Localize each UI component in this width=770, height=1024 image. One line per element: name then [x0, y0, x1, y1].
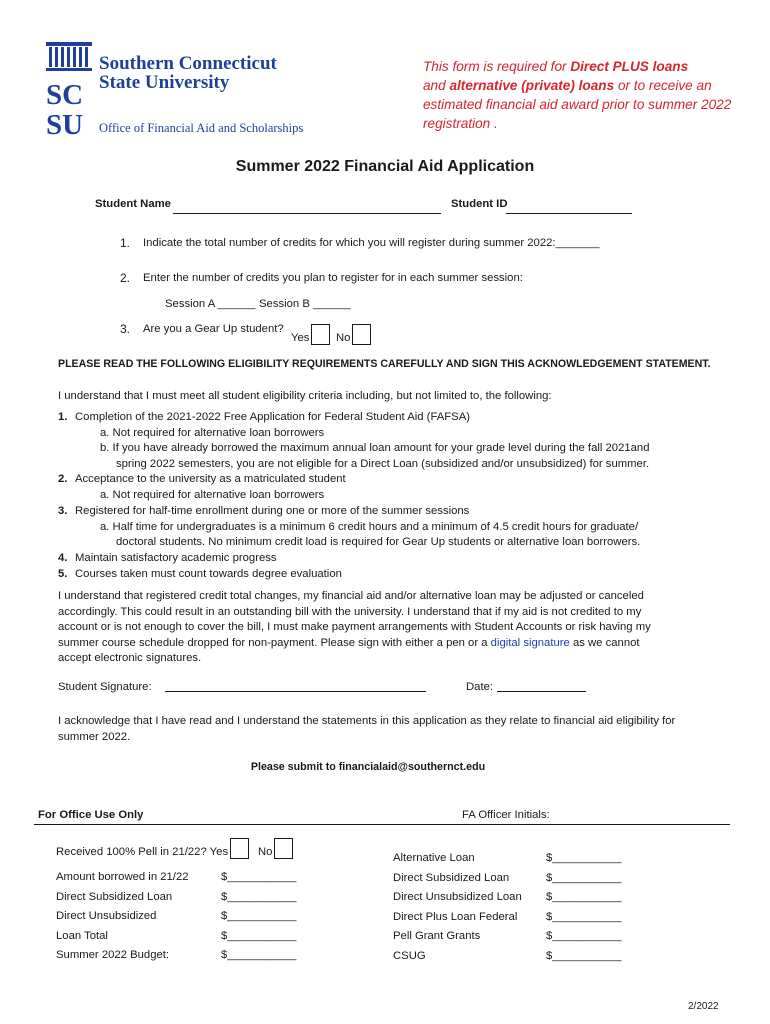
office-row-label: Direct Plus Loan Federal — [393, 910, 518, 923]
pell-no-option[interactable]: No — [258, 838, 295, 859]
amount-field[interactable]: $___________ — [221, 949, 297, 961]
date-field[interactable] — [497, 678, 586, 692]
office-left-amounts — [221, 868, 296, 966]
acknowledgement-paragraph: I understand that registered credit total changes, my financial aid and/or alternative loan may be adjusted or canceled accordingly. This could result in an outstanding bill with the university. I understand that if my aid is not credited to my account or is not enough to cover the bill, I must make payment arrangements with Student Accounts or risk having my summer course schedule dropped for non-payment. Please sign with either a pen or a digital signature as we cannot accept electronic signatures. — [58, 590, 651, 665]
university-logo-icon — [46, 42, 92, 136]
req-4-text: Maintain satisfactory academic progress — [75, 552, 277, 564]
office-use-heading: For Office Use Only — [38, 809, 144, 821]
session-b-field[interactable]: Session B ______ — [259, 298, 351, 310]
office-row-label: Pell Grant Grants — [393, 930, 481, 942]
office-right-amounts — [546, 849, 621, 966]
req-4-number: 4. — [58, 552, 68, 564]
acknowledge-statement: I acknowledge that I have read and I understand the statements in this application as they relate to financial aid eligibility for summer 2022. — [58, 715, 676, 743]
amount-field[interactable]: $___________ — [546, 871, 622, 884]
question-2-number: 2. — [120, 271, 131, 285]
student-name-label: Student Name — [95, 198, 171, 210]
officer-initials-label: FA Officer Initials: — [462, 809, 550, 821]
form-version: 2/2022 — [688, 1001, 719, 1012]
req-2-text: Acceptance to the university as a matriculated student — [75, 473, 346, 485]
eligibility-heading: PLEASE READ THE FOLLOWING ELIGIBILITY REQUIREMENTS CAREFULLY AND SIGN THIS ACKNOWLEDGEMENT STATEMENT. — [58, 358, 711, 370]
amount-field[interactable]: $___________ — [221, 871, 297, 883]
digital-signature-link[interactable]: digital signature — [490, 636, 570, 649]
eligibility-intro: I understand that I must meet all student eligibility criteria including, but not limited to, the following: — [58, 390, 552, 402]
date-label: Date: — [466, 681, 494, 693]
question-1-text: Indicate the total number of credits for which you will register during summer 2022:_______ — [143, 237, 600, 249]
req-3a-text-line2: doctoral students. No minimum credit load is required for Gear Up students or alternative loan borrowers. — [116, 536, 641, 548]
student-id-field[interactable] — [506, 200, 632, 214]
req-1-text: Completion of the 2021-2022 Free Application for Federal Student Aid (FAFSA) — [75, 411, 470, 423]
req-3-text: Registered for half-time enrollment during one or more of the summer sessions — [75, 505, 470, 517]
university-name-line2: State University — [99, 72, 230, 93]
office-row-label: CSUG — [393, 949, 426, 962]
svg-text:SC: SC — [46, 79, 84, 111]
office-row-label: Loan Total — [56, 929, 108, 942]
req-1b-text-line1: b. If you have already borrowed the maximum annual loan amount for your grade level during the fall 2021and — [100, 442, 650, 454]
pell-no-checkbox[interactable] — [274, 838, 293, 859]
req-3a-text-line1: a. Half time for undergraduates is a minimum 6 credit hours and a minimum of 4.5 credit hours for graduate/ — [100, 521, 639, 533]
amount-field[interactable]: $___________ — [221, 910, 297, 922]
office-row-label: Direct Unsubsidized — [56, 910, 157, 922]
req-1b-text-line2: spring 2022 semesters, you are not eligible for a Direct Loan (subsidized and/or unsubsidized) for summer. — [116, 458, 650, 470]
question-3-number: 3. — [120, 322, 131, 336]
req-3-number: 3. — [58, 505, 68, 517]
office-row-label: Direct Unsubsidized Loan — [393, 891, 522, 903]
office-row-label: Summer 2022 Budget: — [56, 949, 170, 961]
required-notice: This form is required for Direct PLUS loans and alternative (private) loans or to receive an estimated financial aid award prior to summer 2022 registration . — [423, 59, 732, 131]
amount-field[interactable]: $___________ — [221, 890, 297, 903]
gearup-yes-option[interactable] — [291, 324, 332, 345]
office-name: Office of Financial Aid and Scholarships — [99, 121, 304, 135]
amount-field[interactable]: $___________ — [546, 930, 622, 942]
question-2-text: Enter the number of credits you plan to register for in each summer session: — [143, 272, 523, 284]
university-name-line1: Southern Connecticut — [99, 53, 277, 74]
signature-field[interactable] — [165, 678, 426, 692]
office-row-label: Amount borrowed in 21/22 — [56, 871, 189, 883]
gearup-yes-checkbox[interactable] — [311, 324, 330, 345]
pell-question: Received 100% Pell in 21/22? Yes — [56, 838, 251, 859]
student-id-label: Student ID — [451, 198, 508, 210]
gearup-no-checkbox[interactable] — [352, 324, 371, 345]
office-right-labels — [393, 849, 522, 966]
amount-field[interactable]: $___________ — [221, 929, 297, 942]
student-name-field[interactable] — [173, 200, 441, 214]
office-left-labels — [56, 868, 189, 966]
signature-label: Student Signature: — [58, 681, 152, 693]
office-row-label: Alternative Loan — [393, 852, 475, 864]
req-1-number: 1. — [58, 411, 68, 423]
form-title: Summer 2022 Financial Aid Application — [235, 158, 535, 175]
office-row-label: Direct Subsidized Loan — [393, 871, 510, 884]
session-a-field[interactable]: Session A ______ — [165, 298, 256, 310]
gearup-yes-label: Yes — [291, 332, 310, 344]
gearup-no-label: No — [336, 332, 351, 344]
req-2-number: 2. — [58, 473, 68, 485]
university-name — [99, 54, 277, 92]
amount-field[interactable]: $___________ — [546, 891, 622, 903]
req-1a-text: a. Not required for alternative loan borrowers — [100, 427, 325, 439]
amount-field[interactable]: $___________ — [546, 910, 622, 923]
svg-text:SU: SU — [46, 109, 84, 136]
gearup-no-option[interactable] — [336, 324, 373, 345]
req-5-number: 5. — [58, 568, 68, 580]
office-row-label: Direct Subsidized Loan — [56, 890, 173, 903]
amount-field[interactable]: $___________ — [546, 852, 622, 864]
question-3-text: Are you a Gear Up student? — [143, 323, 284, 335]
pell-yes-checkbox[interactable] — [230, 838, 249, 859]
amount-field[interactable]: $___________ — [546, 949, 622, 962]
req-5-text: Courses taken must count towards degree evaluation — [75, 568, 342, 580]
req-2a-text: a. Not required for alternative loan borrowers — [100, 489, 325, 501]
question-1-number: 1. — [120, 236, 131, 250]
submit-instructions: Please submit to financialaid@southernct.edu — [250, 761, 486, 773]
office-section-divider — [34, 824, 730, 825]
